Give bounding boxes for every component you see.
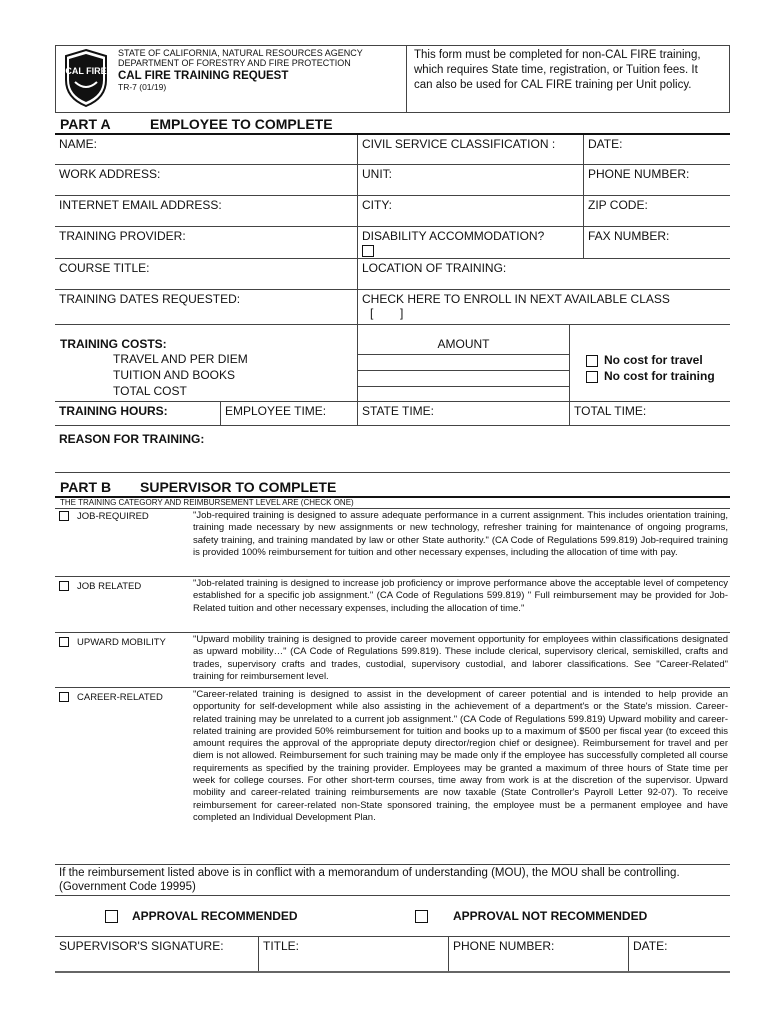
part-a-title: EMPLOYEE TO COMPLETE <box>150 116 333 132</box>
category-description: "Job-related training is designed to increase job proficiency or improve performance above the acceptable level of competency established for a specific job assignment." (CA Code of Regulations 599.819) " Full reimbursement may be provided for Job-Related tuition and other necessary expenses, including the allocation of time." <box>193 578 728 614</box>
travel-label: TRAVEL AND PER DIEM <box>113 352 248 366</box>
no-cost-travel-checkbox[interactable] <box>586 355 598 367</box>
hours-label: TRAINING HOURS: <box>59 404 168 418</box>
supervisor-signature-field[interactable]: SUPERVISOR'S SIGNATURE: <box>59 939 224 953</box>
approval-not-recommended-label: APPROVAL NOT RECOMMENDED <box>453 909 648 923</box>
form-title: CAL FIRE TRAINING REQUEST <box>118 70 289 82</box>
enroll-label: CHECK HERE TO ENROLL IN NEXT AVAILABLE CLASS <box>362 292 670 306</box>
fax-field[interactable]: FAX NUMBER: <box>588 229 670 243</box>
supervisor-phone-field[interactable]: PHONE NUMBER: <box>453 939 555 953</box>
zip-field[interactable]: ZIP CODE: <box>588 198 648 212</box>
disability-label: DISABILITY ACCOMMODATION? <box>362 229 545 243</box>
form-instructions: This form must be completed for non-CAL FIRE training, which requires State time, registration, or Tuition fees. It can also be used for CAL FIRE training per Unit policy. <box>414 49 701 91</box>
costs-label: TRAINING COSTS: <box>60 337 167 351</box>
tuition-label: TUITION AND BOOKS <box>113 368 236 382</box>
part-b-title: SUPERVISOR TO COMPLETE <box>140 479 337 495</box>
part-a-label: PART A <box>60 116 111 132</box>
provider-field[interactable]: TRAINING PROVIDER: <box>59 229 186 243</box>
job-required-checkbox[interactable] <box>59 511 69 521</box>
no-cost-training-checkbox[interactable] <box>586 371 598 383</box>
category-label: CAREER-RELATED <box>77 692 163 703</box>
no-cost-travel-label: No cost for travel <box>604 353 703 367</box>
part-b-label: PART B <box>60 479 112 495</box>
work-address-field[interactable]: WORK ADDRESS: <box>59 167 161 181</box>
logo-text: CAL FIRE <box>65 66 107 76</box>
agency-name: STATE OF CALIFORNIA, NATURAL RESOURCES AGENCY <box>118 48 363 58</box>
enroll-checkbox[interactable]: [ ] <box>370 306 404 320</box>
category-description: "Job-required training is designed to assure adequate performance in a current assignment. This includes orientation training, training made necessary by new assignments or new technology, refresher training for maintenance of ongoing programs, safety training, and training mandated by law or other State authority." (CA Code of Regulations 599.819) Job-required training is provided 100% reimbursement for tuition and other necessary expenses, including the allocation of time with pay. <box>193 510 728 558</box>
reason-field[interactable]: REASON FOR TRAINING: <box>59 432 205 446</box>
category-description: "Upward mobility training is designed to provide career movement opportunity for employees within classifications designated as upward mobility…" (CA Code of Regulations 599.819). These include clerical, supervisory clerical, semiskilled, crafts and trades, supervisory crafts and trades, custodial, supervisory custodial, and laborer classifications. See "Career-Related" training for reimbursement level. <box>193 634 728 682</box>
cal-fire-logo <box>61 48 111 108</box>
approval-recommended-checkbox[interactable] <box>105 910 118 923</box>
upward-mobility-checkbox[interactable] <box>59 637 69 647</box>
category-row <box>55 577 730 633</box>
category-caption: THE TRAINING CATEGORY AND REIMBURSEMENT LEVEL ARE (CHECK ONE) <box>55 498 730 509</box>
category-label: JOB-REQUIRED <box>77 511 149 522</box>
category-label: UPWARD MOBILITY <box>77 637 166 648</box>
city-field[interactable]: CITY: <box>362 198 393 212</box>
employee-time-field[interactable]: EMPLOYEE TIME: <box>225 404 327 418</box>
category-row <box>55 509 730 577</box>
total-cost-amount[interactable] <box>358 386 569 402</box>
email-field[interactable]: INTERNET EMAIL ADDRESS: <box>59 198 222 212</box>
job-related-checkbox[interactable] <box>59 581 69 591</box>
dates-requested-field[interactable]: TRAINING DATES REQUESTED: <box>59 292 241 306</box>
form-number: TR-7 (01/19) <box>118 82 167 92</box>
total-time-field[interactable]: TOTAL TIME: <box>574 404 647 418</box>
amount-header: AMOUNT <box>437 337 490 351</box>
phone-field[interactable]: PHONE NUMBER: <box>588 167 690 181</box>
category-list <box>55 509 730 865</box>
mou-note: If the reimbursement listed above is in conflict with a memorandum of understanding (MOU), the MOU shall be controlling. (Government Code 19995) <box>59 867 680 893</box>
travel-amount[interactable] <box>358 354 569 371</box>
classification-field[interactable]: CIVIL SERVICE CLASSIFICATION : <box>362 137 556 151</box>
category-description: "Career-related training is designed to assist in the development of career potential and is intended to help provide an opportunity for self-development while also assisting in the achievement of a department's or the State's mission. Career-related training may be unrelated to a current job assignment." (CA Code of Regulations 599.819) Upward mobility and career-related training are provided 50% reimbursement for tuition and books up to a maximum of $500 per fiscal year (to exceed this amount requires the approval of the appropriate deputy director/region chief or designee). Reimbursement for travel and per diem is not allowed. Reimbursement for such training may be made only if the employee has successfully completed all course requirements as specified by the training provider. Employees may be granted a maximum of three hours of State time per week for college courses. For other short-term courses, time away from work is at the discretion of the supervisor. Upward mobility and career-related training reimbursements are now taxable (State Controller's Payroll Letter 92-07). To receive reimbursement for career-related non-State sponsored training, the employee must be a permanent employee and have completed an Individual Development Plan. <box>193 689 728 823</box>
category-row <box>55 688 730 865</box>
career-related-checkbox[interactable] <box>59 692 69 702</box>
category-label: JOB RELATED <box>77 581 142 592</box>
location-field[interactable]: LOCATION OF TRAINING: <box>362 261 507 275</box>
no-cost-training-label: No cost for training <box>604 369 715 383</box>
part-b-header <box>55 479 730 498</box>
training-request-form <box>55 45 730 973</box>
state-time-field[interactable]: STATE TIME: <box>362 404 435 418</box>
total-cost-label: TOTAL COST <box>113 384 187 398</box>
approval-not-recommended-checkbox[interactable] <box>415 910 428 923</box>
course-title-field[interactable]: COURSE TITLE: <box>59 261 150 275</box>
department-name: DEPARTMENT OF FORESTRY AND FIRE PROTECTION <box>118 58 351 68</box>
training-costs-block <box>55 325 730 401</box>
supervisor-date-field[interactable]: DATE: <box>633 939 668 953</box>
approval-recommended-label: APPROVAL RECOMMENDED <box>132 909 298 923</box>
category-row <box>55 633 730 688</box>
disability-checkbox[interactable] <box>362 245 374 257</box>
form-header <box>55 45 730 113</box>
unit-field[interactable]: UNIT: <box>362 167 392 181</box>
part-a-header <box>55 116 730 135</box>
date-field[interactable]: DATE: <box>588 137 623 151</box>
supervisor-title-field[interactable]: TITLE: <box>263 939 300 953</box>
tuition-amount[interactable] <box>358 370 569 387</box>
name-field[interactable]: NAME: <box>59 137 98 151</box>
